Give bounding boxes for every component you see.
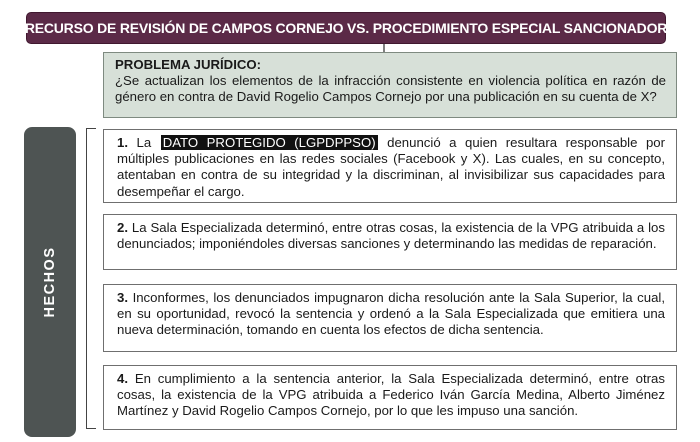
fact-4 [103,365,677,430]
fact-3-body: Inconformes, los denunciados impugnaron dicha resolución ante la Sala Superior, la cual, en su oportunidad, revocó la sentencia y ordenó a la Sala Especializada que emitiera una nueva determinación, tomando en cuenta los efectos de dicha sentencia. [117,290,665,338]
problem-title: PROBLEMA JURÍDICO: [115,57,262,72]
fact-1-number: 1. [117,135,128,150]
fact-1-prefix: La [136,135,152,150]
fact-1-text [117,135,665,200]
fact-3-text [117,290,665,339]
fact-1 [103,129,677,203]
header-title: RECURSO DE REVISIÓN DE CAMPOS CORNEJO VS. PROCEDIMIENTO ESPECIAL SANCIONADOR [24,20,668,36]
fact-4-number: 4. [117,371,128,386]
fact-2-text [117,220,665,252]
header-banner [26,12,666,44]
fact-4-text [117,371,665,420]
hechos-sidebar [24,127,76,437]
facts-bracket [86,128,96,429]
fact-3 [103,284,677,352]
fact-2-body: La Sala Especializada determinó, entre otras cosas, la existencia de la VPG atribuida a los denunciados; imponiéndoles diversas sanciones y determinando las medidas de reparación. [117,220,665,252]
fact-3-number: 3. [117,290,128,305]
fact-2 [103,214,677,270]
problem-box [103,52,677,118]
fact-4-body: En cumplimiento a la sentencia anterior, la Sala Especializada determinó, entre otras cosas, la existencia de la VPG atribuida a Federico Iván García Medina, Alberto Jiménez Martínez y David Rogelio Campos Cornejo, por lo que les impuso una sanción. [117,371,665,419]
problem-text: ¿Se actualizan los elementos de la infracción consistente en violencia política en razón de género en contra de David Rogelio Campos Cornejo por una publicación en su cuenta de X? [115,73,666,104]
redacted-field: DATO PROTEGIDO (LGPDPPSO) [162,135,376,150]
fact-2-number: 2. [117,220,128,235]
fact-1-body: denunció a quien resultara responsable por múltiples publicaciones en las redes sociales (Facebook y X). Las cuales, en su concepto, atentaban en contra de su integridad y la discriminan, al invisibilizar sus capacidades para desempeñar el cargo. [117,135,666,199]
hechos-label: HECHOS [42,246,58,318]
